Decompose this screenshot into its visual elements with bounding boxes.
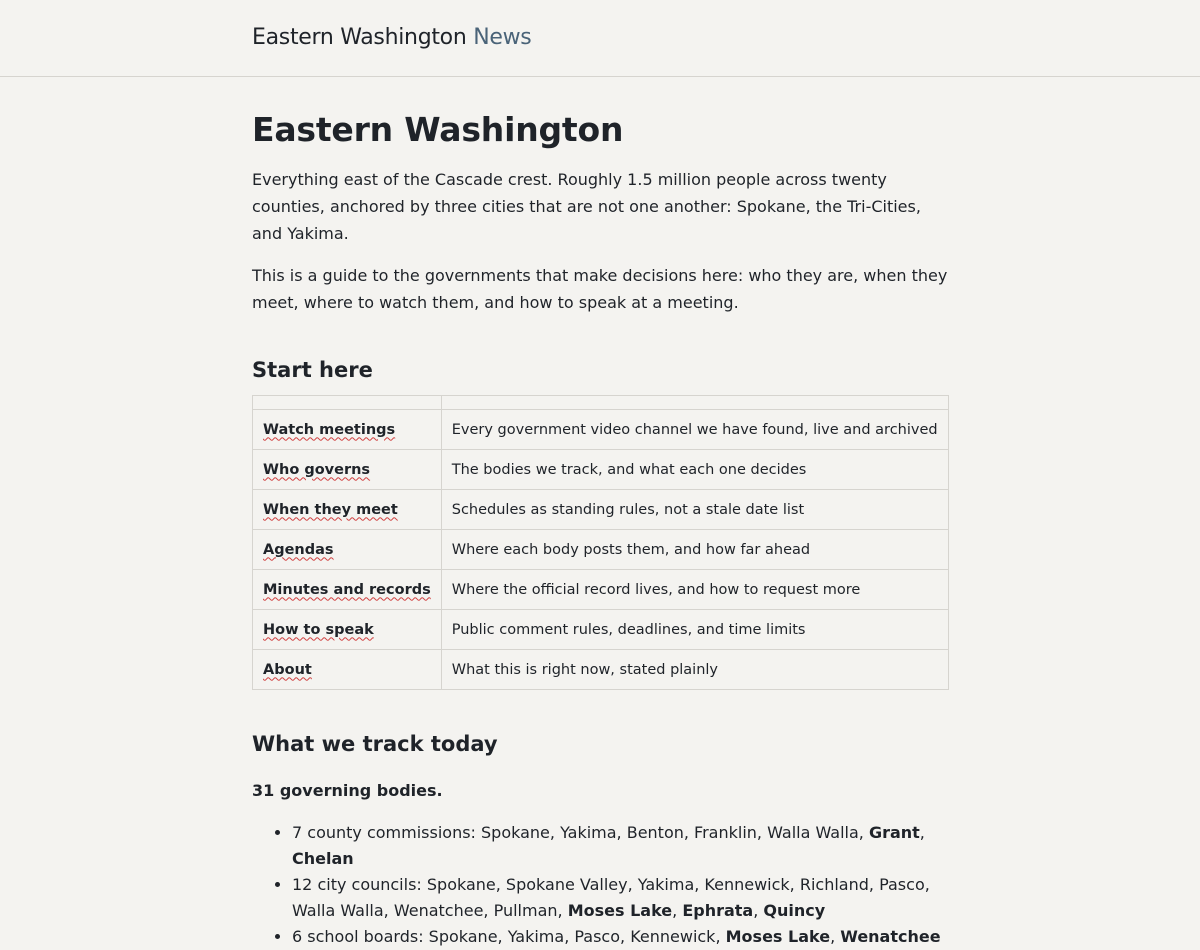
list-separator: , — [672, 901, 683, 920]
site-header — [0, 0, 1200, 77]
table-row — [253, 530, 949, 570]
table-header-cell — [253, 396, 442, 410]
link-agendas[interactable]: Agendas — [263, 541, 334, 558]
list-item-highlight: Quincy — [763, 901, 826, 920]
table-cell-description: Schedules as standing rules, not a stale date list — [441, 490, 948, 530]
list-item-highlight: Grant — [868, 823, 920, 842]
tracked-bodies-list — [252, 820, 948, 950]
table-cell-label — [253, 530, 442, 570]
brand-accent: News — [473, 25, 532, 50]
table-row — [253, 450, 949, 490]
table-cell-label — [253, 610, 442, 650]
table-cell-label — [253, 410, 442, 450]
list-separator: , — [919, 823, 925, 842]
tracking-heading: What we track today — [252, 732, 498, 756]
table-cell-description: Where each body posts them, and how far ahead — [441, 530, 948, 570]
list-item-highlight: Wenatchee — [840, 927, 941, 946]
site-brand — [252, 0, 948, 51]
table-cell-description: Where the official record lives, and how to request more — [441, 570, 948, 610]
list-item-county-commissions — [292, 820, 948, 872]
table-cell-label — [253, 490, 442, 530]
list-item-city-councils — [292, 872, 948, 924]
list-separator: , — [830, 927, 841, 946]
link-how-to-speak[interactable]: How to speak — [263, 621, 374, 638]
list-separator: , — [753, 901, 764, 920]
link-watch-meetings[interactable]: Watch meetings — [263, 421, 396, 438]
link-when-they-meet[interactable]: When they meet — [263, 501, 398, 518]
list-item-highlight: Chelan — [292, 849, 354, 868]
list-item-highlight: Moses Lake — [567, 901, 673, 920]
table-row — [253, 610, 949, 650]
table-row — [253, 570, 949, 610]
site-brand-link[interactable] — [252, 25, 531, 50]
list-item-highlight: Moses Lake — [725, 927, 831, 946]
table-cell-label — [253, 450, 442, 490]
list-item-text: 12 city councils: Spokane, Spokane Valley, Yakima, Kennewick, Richland, Pasco, Walla Walla, Wenatchee, Pullman, — [292, 875, 930, 920]
bodies-count: 31 governing bodies. — [252, 781, 443, 800]
intro-paragraph-1: Everything east of the Cascade crest. Roughly 1.5 million people across twenty counties, anchored by three cities that are not one another: Spokane, the Tri-Cities, and Yakima. — [252, 170, 921, 243]
table-row — [253, 490, 949, 530]
list-item-text: 6 school boards: Spokane, Yakima, Pasco, Kennewick, — [292, 927, 726, 946]
table-cell-description: The bodies we track, and what each one decides — [441, 450, 948, 490]
page-title: Eastern Washington — [252, 110, 624, 149]
table-cell-label — [253, 570, 442, 610]
list-item-highlight: Ephrata — [682, 901, 754, 920]
link-minutes-and-records[interactable]: Minutes and records — [263, 581, 431, 598]
table-header-row — [253, 396, 949, 410]
table-cell-label — [253, 650, 442, 690]
table-header-cell — [441, 396, 948, 410]
table-row — [253, 650, 949, 690]
start-here-heading: Start here — [252, 358, 373, 382]
intro-paragraph-2: This is a guide to the governments that make decisions here: who they are, when they meet, where to watch them, and how to speak at a meeting. — [252, 266, 948, 312]
table-cell-description: What this is right now, stated plainly — [441, 650, 948, 690]
brand-name: Eastern Washington — [252, 25, 467, 50]
table-cell-description: Public comment rules, deadlines, and time limits — [441, 610, 948, 650]
table-row — [253, 410, 949, 450]
main-content — [252, 110, 948, 950]
link-about[interactable]: About — [263, 661, 312, 678]
link-who-governs[interactable]: Who governs — [263, 461, 371, 478]
list-item-school-boards — [292, 924, 948, 950]
table-cell-description: Every government video channel we have found, live and archived — [441, 410, 948, 450]
list-item-text: 7 county commissions: Spokane, Yakima, Benton, Franklin, Walla Walla, — [292, 823, 869, 842]
start-here-table — [252, 395, 949, 690]
